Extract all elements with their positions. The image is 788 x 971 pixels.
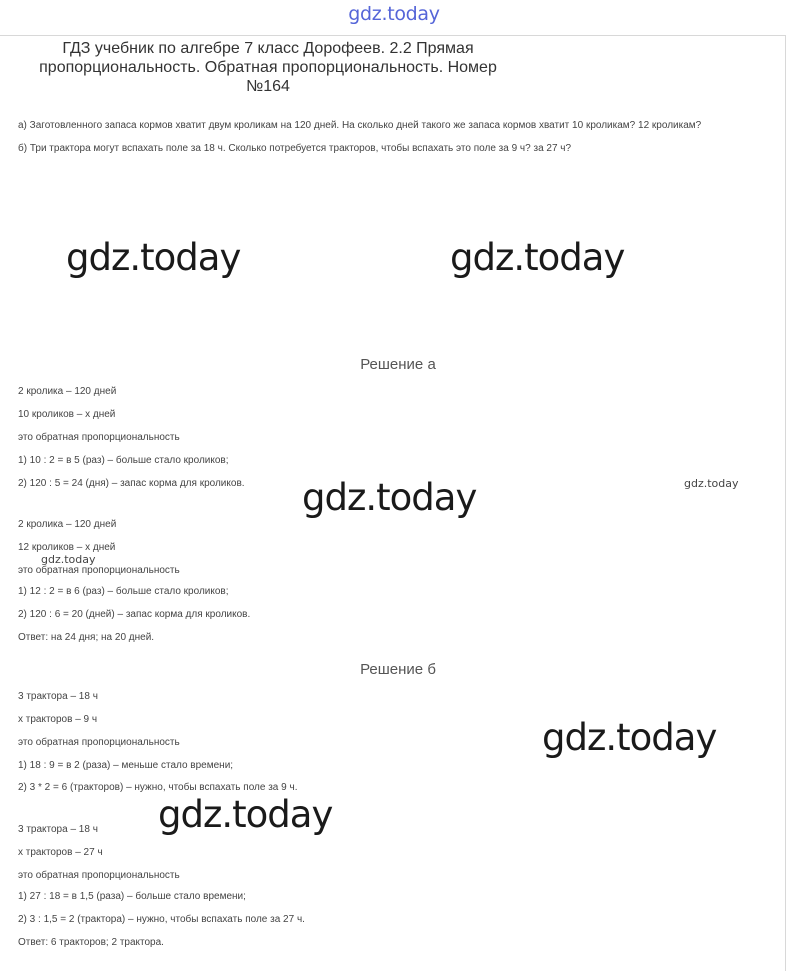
solution-b-line: 1) 18 : 9 = в 2 (раза) – меньше стало времени; (18, 760, 234, 771)
solution-a-line: 2 кролика – 120 дней (18, 386, 117, 397)
solution-b-line: 3 трактора – 18 ч (18, 824, 98, 835)
solution-a-line: 10 кроликов – x дней (18, 409, 116, 420)
watermark: gdz.today (450, 236, 625, 279)
solution-a-line: 2) 120 : 5 = 24 (дня) – запас корма для кроликов. (18, 478, 245, 489)
solution-a-line: 2 кролика – 120 дней (18, 519, 117, 530)
solution-a-line: 12 кроликов – x дней (18, 542, 116, 553)
solution-a-line: это обратная пропорциональность (18, 565, 180, 576)
solution-b-line: это обратная пропорциональность (18, 737, 180, 748)
watermark: gdz.today (41, 553, 96, 566)
solution-a-line: это обратная пропорциональность (18, 432, 180, 443)
page-title: ГДЗ учебник по алгебре 7 класс Дорофеев. 2.2 Прямая пропорциональность. Обратная пропорциональность. Номер №164 (39, 40, 497, 95)
solution-a-line: 2) 120 : 6 = 20 (дней) – запас корма для кроликов. (18, 609, 251, 620)
solution-a-line: 1) 10 : 2 = в 5 (раз) – больше стало кроликов; (18, 455, 229, 466)
solution-a-answer: Ответ: на 24 дня; на 20 дней. (18, 632, 155, 643)
solution-b-line: x тракторов – 27 ч (18, 847, 103, 858)
task-a-text: а) Заготовленного запаса кормов хватит двум кроликам на 120 дней. На сколько дней такого же запаса кормов хватит 10 кроликам? 12 кроликам? (18, 120, 702, 131)
solution-b-line: 2) 3 * 2 = 6 (тракторов) – нужно, чтобы вспахать поле за 9 ч. (18, 782, 298, 793)
watermark: gdz.today (542, 716, 717, 759)
watermark: gdz.today (158, 793, 333, 836)
watermark: gdz.today (66, 236, 241, 279)
solution-b-line: 1) 27 : 18 = в 1,5 (раза) – больше стало времени; (18, 891, 246, 902)
site-logo[interactable]: gdz.today (348, 3, 440, 25)
solution-b-line: 2) 3 : 1,5 = 2 (трактора) – нужно, чтобы вспахать поле за 27 ч. (18, 914, 305, 925)
solution-a-line: 1) 12 : 2 = в 6 (раз) – больше стало кроликов; (18, 586, 229, 597)
solution-b-line: x тракторов – 9 ч (18, 714, 98, 725)
task-b-text: б) Три трактора могут вспахать поле за 18 ч. Сколько потребуется тракторов, чтобы вспахать это поле за 9 ч? за 27 ч? (18, 143, 572, 154)
watermark: gdz.today (302, 476, 477, 519)
solution-b-heading: Решение б (360, 661, 436, 678)
watermark: gdz.today (684, 477, 739, 490)
solution-b-line: это обратная пропорциональность (18, 870, 180, 881)
solution-a-heading: Решение а (360, 356, 436, 373)
solution-b-line: 3 трактора – 18 ч (18, 691, 98, 702)
solution-b-answer: Ответ: 6 тракторов; 2 трактора. (18, 937, 164, 948)
